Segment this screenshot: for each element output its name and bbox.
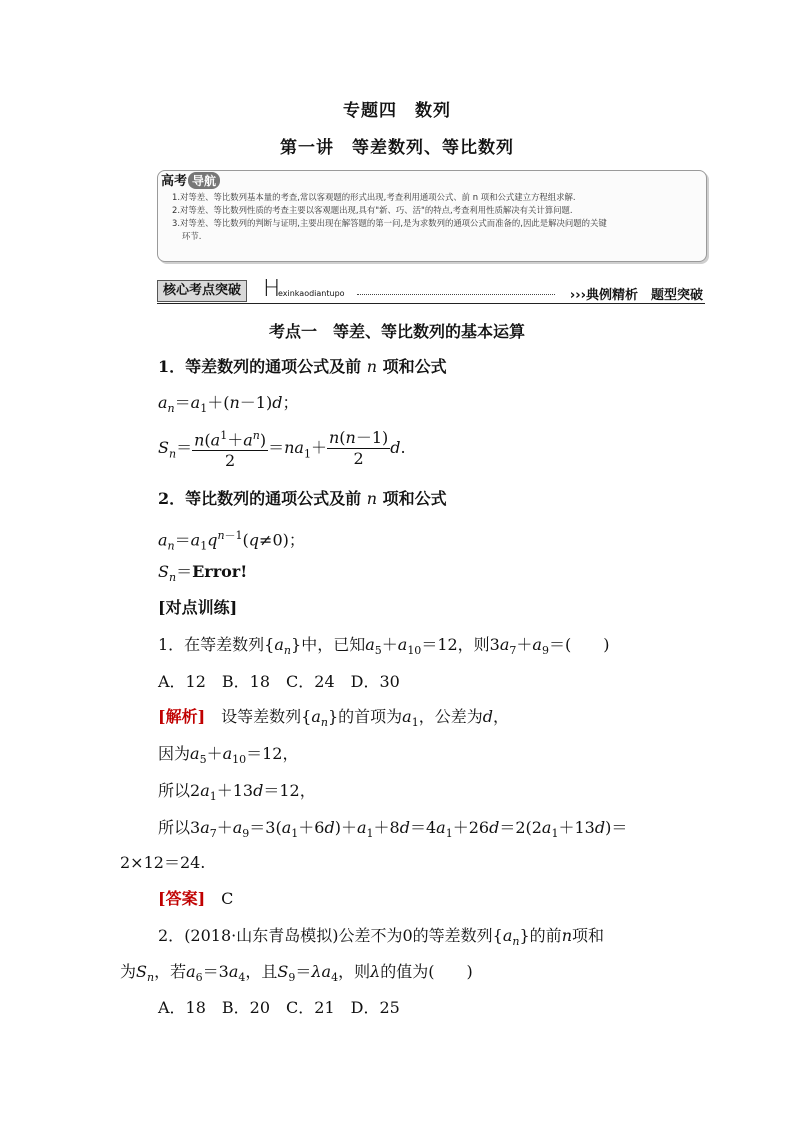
bar-dotted-line: [357, 294, 555, 295]
section-title: 考点一 等差、等比数列的基本运算: [268, 322, 525, 341]
q2-options: A．18 B．20 C．21 D．25: [158, 998, 400, 1017]
q1-stem: 1．在等差数列$\{a_n\}$中，已知$a_5+a_{10}=12$，则$3a_7+a_9=$( ): [158, 635, 610, 658]
guide-item: 环节.: [182, 231, 202, 241]
q1-solution-2: 因为$a_5+a_{10}=12$，: [158, 744, 299, 767]
arith-general-term: $a_n=a_1+(n-1)d$；: [158, 393, 299, 416]
guide-item: 3.对等差、等比数列的判断与证明,主要出现在解答题的第一问,是为求数列的通项公式而准备的,因此是解决问题的关键: [172, 218, 607, 228]
lecture-title: 第一讲 等差数列、等比数列: [280, 138, 514, 158]
guide-item: 1.对等差、等比数列基本量的考查,常以客观题的形式出现,考查利用通项公式、前 n 项和公式建立方程组求解.: [172, 192, 576, 202]
q1-solution-5: 2×12＝24.: [120, 853, 206, 872]
geom-sum-formula: $S_n=Error$!: [158, 562, 248, 585]
exam-guide-box: [157, 170, 707, 262]
bar-pinyin: exinkaodiantupo: [278, 289, 345, 298]
q1-solution-1: [解析] 设等差数列$\{a_n\}$的首项为$a_1$，公差为d，: [158, 707, 509, 730]
topic-title: 专题四 数列: [343, 101, 451, 121]
section-bar: [157, 278, 705, 304]
guide-list: [172, 191, 696, 243]
q1-solution-3: 所以$2a_1+13d=12$，: [158, 781, 316, 804]
q2-stem-1: 2．(2018·山东青岛模拟)公差不为0的等差数列$\{a_n\}$的前n项和: [158, 926, 605, 949]
q2-stem-2: 为$S_n$，若$a_6=3a_4$，且$S_9=\lambda a_4$，则λ的值为( ): [120, 962, 473, 985]
arith-sum-formula: $S_n=$ $\frac{n(a^1+a^n)}{2}$ $=na_1+$ $\frac{n(n-1)}{2}$ d.: [158, 426, 406, 471]
guide-pill: 导航: [188, 172, 220, 189]
geom-general-term: $a_n=a_1q^{n-1}(q\ne 0)$；: [158, 529, 305, 553]
arith-heading: 1．等差数列的通项公式及前 n 项和公式: [158, 357, 447, 376]
bar-label: 核心考点突破: [157, 280, 247, 302]
q1-solution-4: 所以$3a_7+a_9=3(a_1+6d)+a_1+8d=4a_1+26d=2(2a_1+13d)=$: [158, 818, 628, 841]
guide-title: 高考 导航: [161, 170, 220, 189]
guide-item: 2.对等差、等比数列性质的考查主要以客观题出现,具有"新、巧、活"的特点,考查利用性质解决有关计算问题.: [172, 205, 573, 215]
bar-h-letter: H: [263, 276, 281, 302]
q1-answer: [答案] C: [158, 889, 234, 908]
bar-right-label: ›››典例精析 题型突破: [569, 288, 703, 303]
practice-label: [对点训练]: [158, 598, 238, 617]
bar-underline: [157, 303, 705, 304]
q1-options: A．12 B．18 C．24 D．30: [158, 672, 400, 691]
geom-heading: 2．等比数列的通项公式及前 n 项和公式: [158, 489, 447, 508]
